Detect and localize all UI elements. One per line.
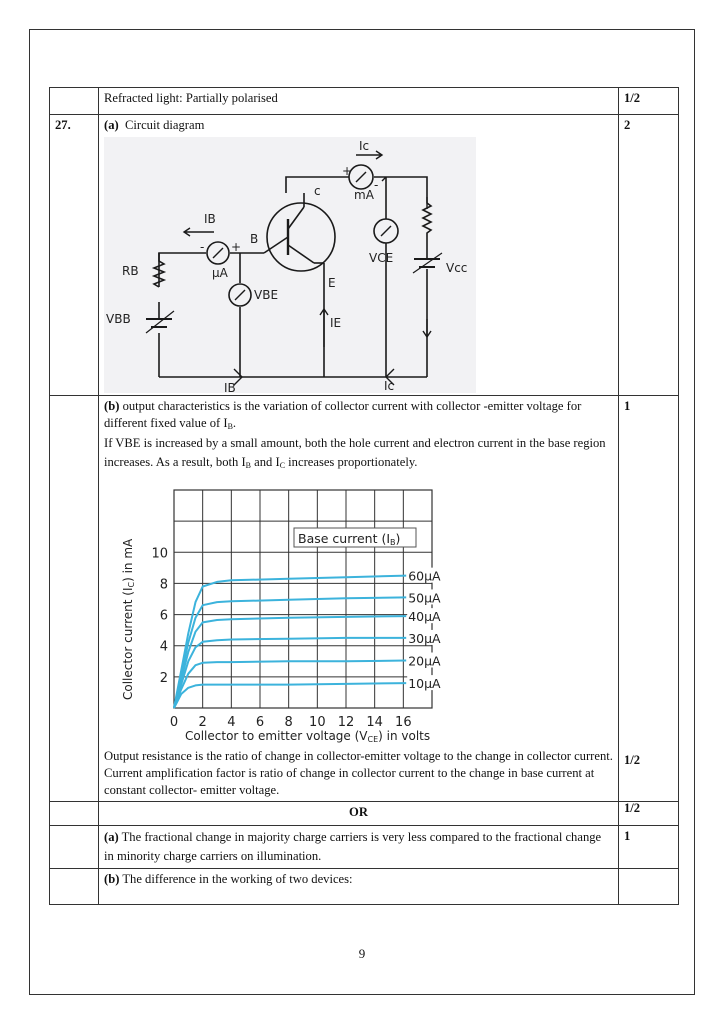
label-minus-ma: - bbox=[374, 178, 379, 192]
part-b-marks: 1 bbox=[624, 399, 631, 413]
marks-cell bbox=[619, 396, 679, 815]
meter-ma bbox=[349, 165, 373, 189]
table-row bbox=[50, 869, 679, 905]
output-characteristics-chart bbox=[110, 482, 470, 754]
qno-cell bbox=[50, 802, 99, 826]
alt-b-text: The difference in the working of two devices: bbox=[122, 872, 353, 886]
circuit-wires bbox=[159, 177, 427, 377]
marks-cell bbox=[619, 869, 679, 905]
meter-vce bbox=[374, 219, 398, 243]
x-tick-label: 4 bbox=[227, 715, 236, 730]
y-tick-label: 4 bbox=[159, 639, 168, 655]
series-label: 60µA bbox=[408, 568, 441, 584]
part-b-line1: output characteristics is the variation of collector current with collector -emitter voltage for different fixed value of I bbox=[104, 399, 582, 430]
label-minus-ua: - bbox=[200, 240, 205, 254]
x-tick-label: 10 bbox=[309, 715, 326, 730]
part-b-para2 bbox=[104, 434, 613, 472]
part-b-para2-sub2: C bbox=[279, 461, 286, 470]
circuit-drawing bbox=[104, 137, 476, 393]
q27-part-b-cell bbox=[99, 396, 619, 802]
label-ua: µA bbox=[212, 266, 228, 280]
series-label: 10µA bbox=[408, 676, 441, 692]
qno-27: 27. bbox=[50, 115, 99, 396]
part-b-para2-mid: and I bbox=[251, 455, 280, 469]
y-tick-label: 2 bbox=[159, 670, 168, 686]
marks-cell: 2 bbox=[619, 115, 679, 396]
y-tick-label: 10 bbox=[151, 546, 168, 562]
label-vce: VCE bbox=[369, 251, 394, 265]
part-a-tag: (a) bbox=[104, 118, 119, 132]
refracted-light-answer: Refracted light: Partially polarised bbox=[104, 91, 278, 105]
current-gain-text: Current amplification factor is ratio of change in collector current to the change in base current at constant collector- emitter voltage. bbox=[104, 766, 595, 797]
qno-cell bbox=[50, 396, 99, 802]
alt-a-text: The fractional change in majority charge carriers is very less compared to the fractional change in minority charge carriers on illumination. bbox=[104, 830, 602, 863]
label-ib-top: IB bbox=[204, 212, 216, 226]
label-ma: mA bbox=[354, 188, 374, 202]
resistor-rb bbox=[154, 253, 164, 287]
label-ic-top: Ic bbox=[359, 139, 370, 153]
table-row bbox=[50, 826, 679, 869]
output-resistance-marks: 1/2 bbox=[624, 753, 641, 767]
label-ib-bottom: IB bbox=[224, 381, 236, 393]
page-number: 9 bbox=[358, 946, 366, 961]
q27-part-a-cell bbox=[99, 115, 619, 396]
battery-vbb bbox=[146, 311, 174, 333]
part-a-text: Circuit diagram bbox=[124, 118, 205, 132]
label-c: c bbox=[314, 184, 321, 198]
qno-cell bbox=[50, 869, 99, 905]
label-vbb: VBB bbox=[106, 312, 131, 326]
qno-cell bbox=[50, 826, 99, 869]
answer-table bbox=[49, 87, 679, 905]
label-vcc: Vcc bbox=[446, 261, 468, 275]
circuit-diagram bbox=[104, 137, 476, 393]
qno-cell bbox=[50, 88, 99, 115]
x-tick-label: 14 bbox=[366, 715, 383, 730]
part-b-para2-end: increases proportionately. bbox=[285, 455, 418, 469]
y-tick-label: 6 bbox=[159, 608, 168, 624]
meter-vbe bbox=[229, 284, 251, 306]
part-a-heading bbox=[104, 117, 613, 134]
label-plus-ua: + bbox=[231, 240, 242, 254]
part-b-tag: (b) bbox=[104, 399, 120, 413]
marks-cell: 1/2 bbox=[619, 88, 679, 115]
x-tick-label: 0 bbox=[169, 715, 179, 730]
part-b-line1-sub: B bbox=[227, 422, 233, 431]
answer-cell bbox=[99, 88, 619, 115]
x-axis-label: Collector to emitter voltage (VCE) in volts bbox=[185, 729, 431, 744]
chart-svg bbox=[110, 482, 470, 754]
part-b-para2-start: If VBE is increased by a small amount, both the hole current and electron current in the base region increases. As a result, both I bbox=[104, 436, 606, 469]
or-cell: OR bbox=[99, 802, 619, 826]
x-tick-label: 8 bbox=[284, 715, 293, 730]
x-tick-label: 2 bbox=[198, 715, 207, 730]
table-row bbox=[50, 802, 679, 826]
x-tick-label: 12 bbox=[337, 715, 355, 730]
label-ie: IE bbox=[330, 316, 342, 330]
table-row bbox=[50, 115, 679, 396]
series-label: 30µA bbox=[408, 630, 441, 646]
y-axis-label: Collector current (IC) in mA bbox=[121, 538, 136, 700]
y-tick-label: 8 bbox=[159, 577, 168, 593]
label-b: B bbox=[250, 232, 259, 246]
current-gain-marks: 1/2 bbox=[624, 801, 641, 815]
output-resistance-text: Output resistance is the ratio of change in collector-emitter voltage to the change in collector current. bbox=[104, 749, 613, 763]
part-b-para2-sub1: B bbox=[245, 461, 251, 470]
x-tick-label: 16 bbox=[395, 715, 412, 730]
alt-a-tag: (a) bbox=[104, 830, 119, 844]
alt-b-cell bbox=[99, 869, 619, 905]
label-vbe: VBE bbox=[254, 288, 279, 302]
label-plus-ma: + bbox=[342, 164, 353, 178]
table-row bbox=[50, 396, 679, 802]
series-label: 40µA bbox=[408, 609, 441, 625]
table-row bbox=[50, 88, 679, 115]
alt-a-cell bbox=[99, 826, 619, 869]
part-b-line1-end: . bbox=[232, 416, 237, 430]
legend-title: Base current (IB) bbox=[298, 531, 401, 547]
series-label: 50µA bbox=[408, 590, 441, 606]
x-tick-label: 6 bbox=[255, 715, 265, 730]
transistor-symbol bbox=[264, 193, 335, 271]
alt-b-tag: (b) bbox=[104, 872, 120, 886]
part-b-para1 bbox=[104, 398, 613, 432]
label-ic-bottom: Ic bbox=[384, 379, 395, 393]
meter-ua bbox=[207, 242, 229, 264]
marks-cell: 1 bbox=[619, 826, 679, 869]
label-e: E bbox=[328, 276, 336, 290]
label-rb: RB bbox=[122, 264, 139, 278]
series-label: 20µA bbox=[408, 653, 441, 669]
